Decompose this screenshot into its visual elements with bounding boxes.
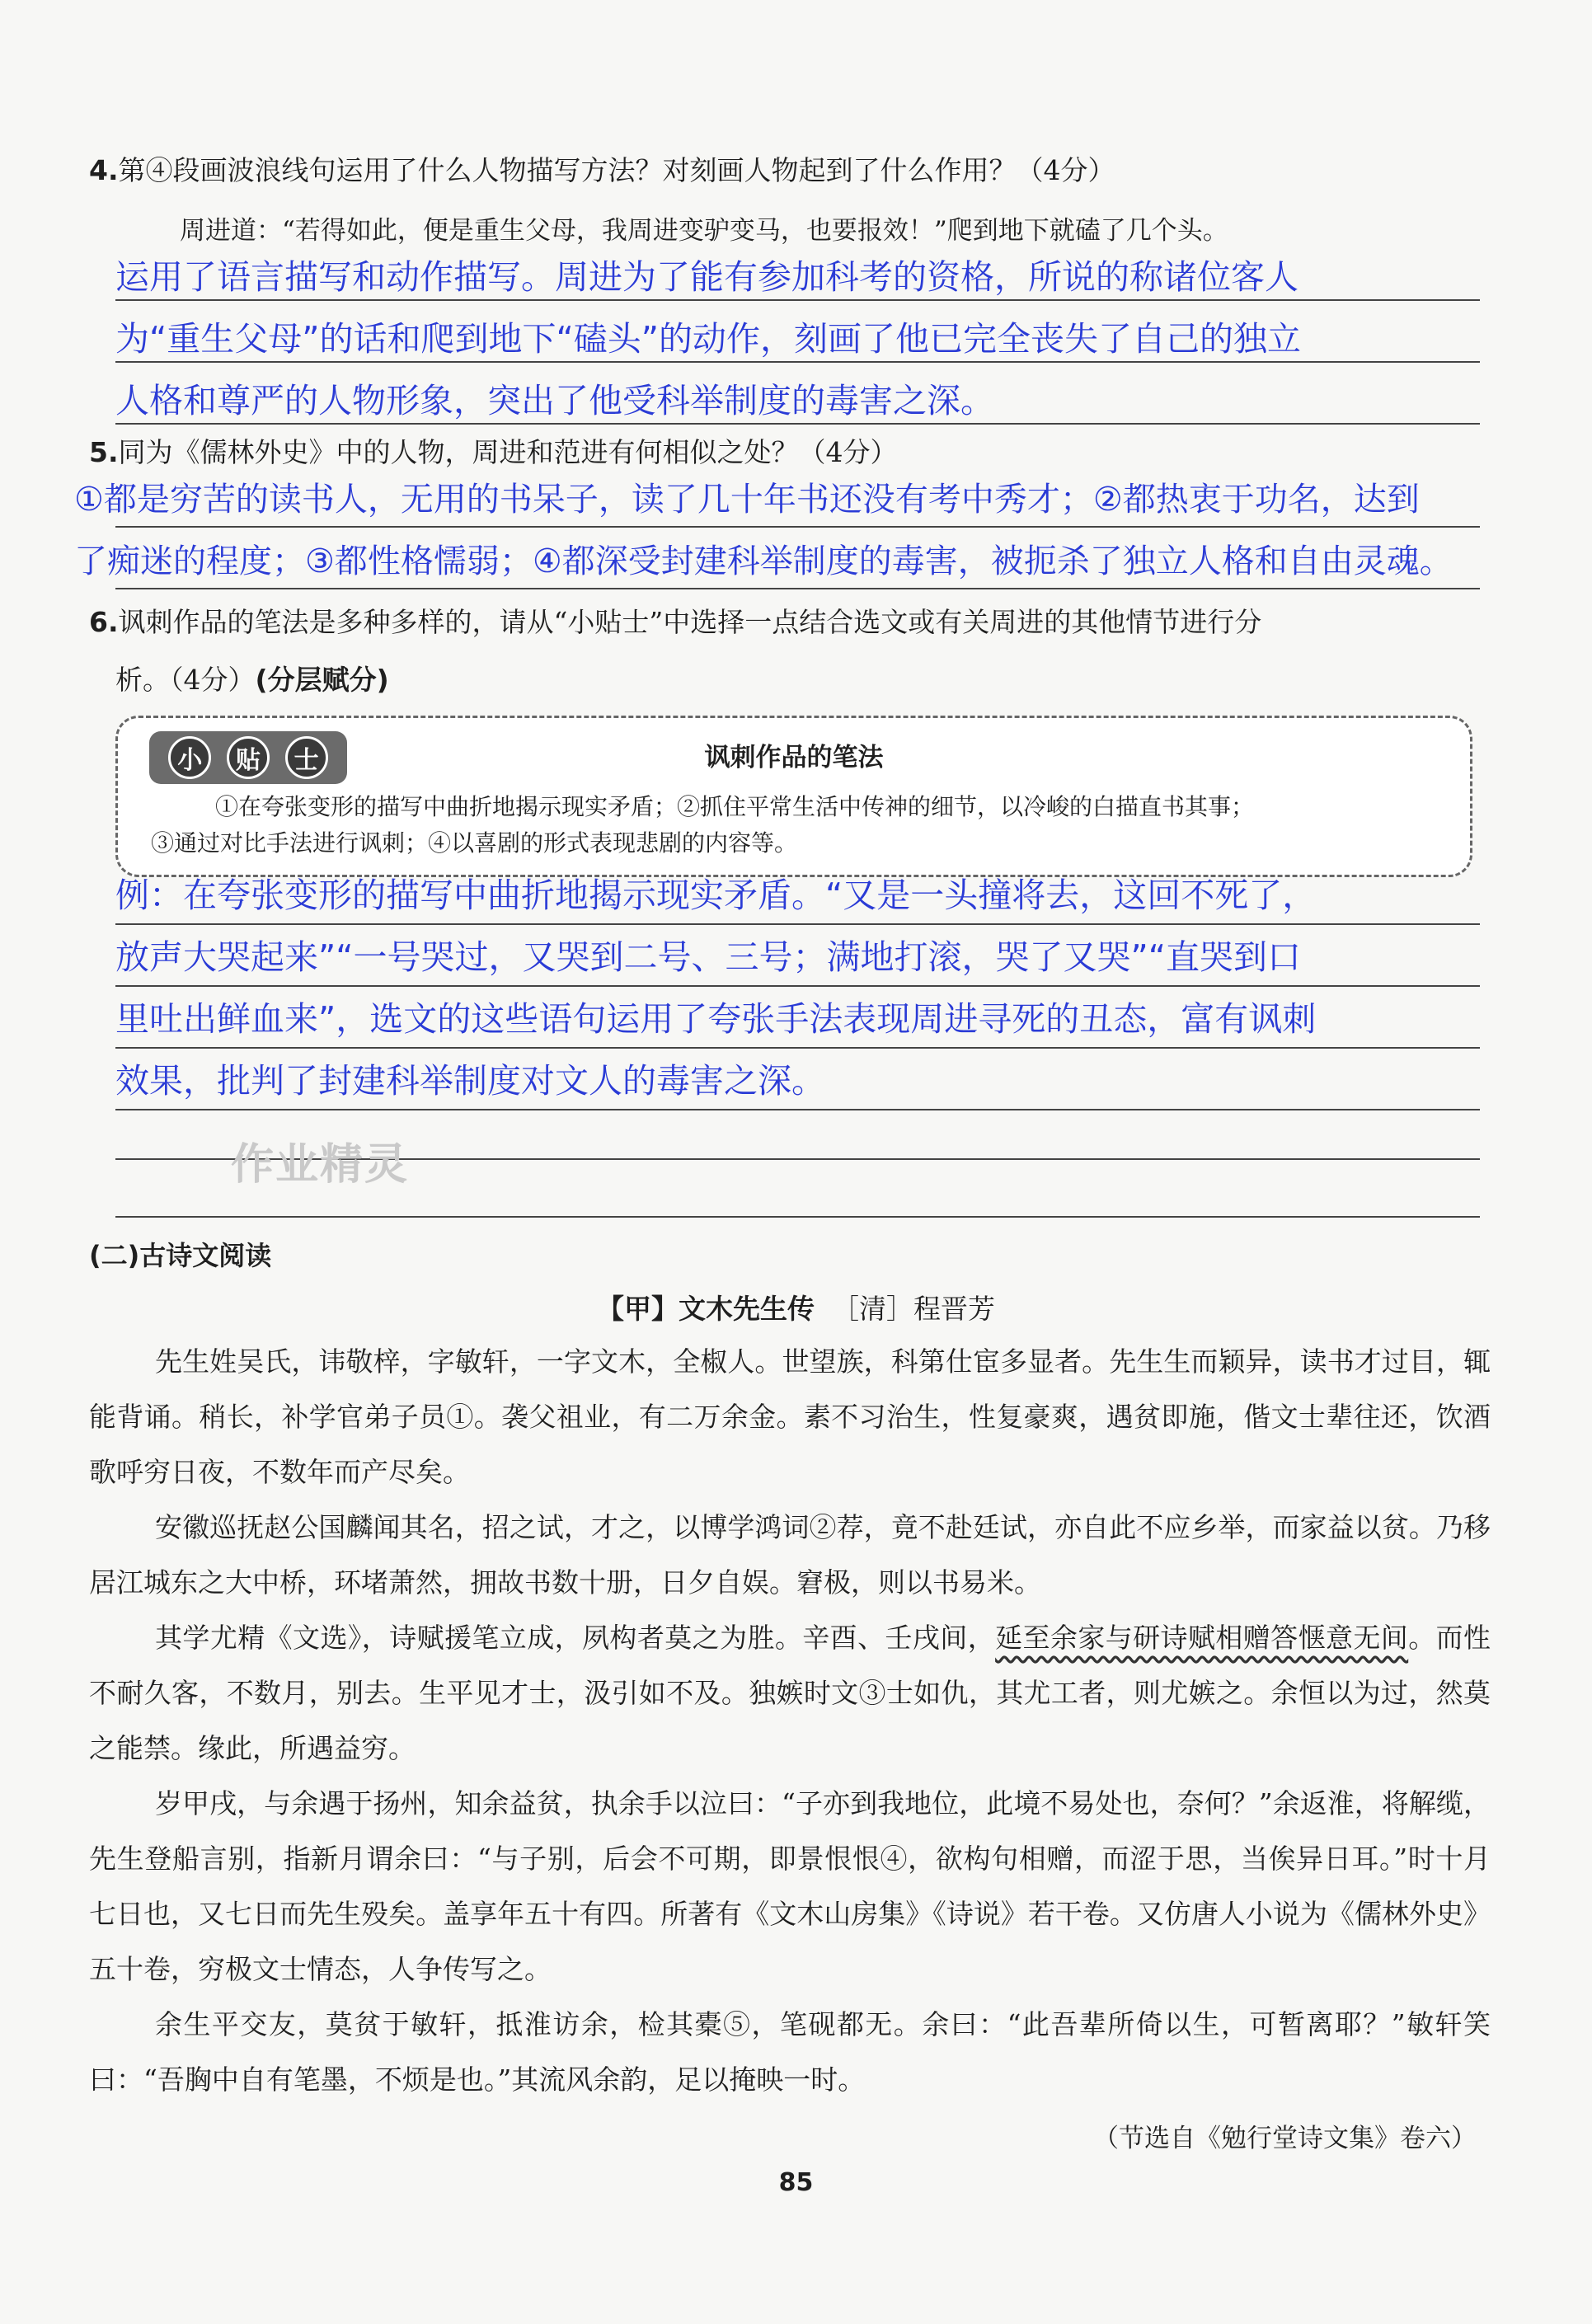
answer-rule <box>115 1047 1480 1049</box>
question-6-line2 <box>115 660 389 701</box>
wavy-underlined-sentence: 延至余家与研诗赋相赠答惬意无间 <box>995 1622 1409 1654</box>
answer-rule <box>115 985 1480 987</box>
answer-rule <box>115 1216 1480 1218</box>
answer-rule <box>115 299 1480 301</box>
article-paragraph: 先生姓吴氏，讳敬梓，字敏轩，一字文木，全椒人。世望族，科第仕宦多显者。先生生而颖异，读书才过目，辄能背诵。稍长，补学官弟子员①。袭父祖业，有二万余金。素不习治生，性复豪爽，遇贫即施，偕文士辈往还，饮酒歌呼穷日夜，不数年而产尽矣。 <box>89 1345 1491 1488</box>
question-6-text-line1: 讽刺作品的笔法是多种多样的，请从“小贴士”中选择一点结合选文或有关周进的其他情节进行分 <box>118 606 1262 638</box>
article-text: 其学尤精《文选》，诗赋援笔立成，夙构者莫之为胜。辛酉、壬戌间， <box>155 1622 996 1654</box>
answer-rule <box>115 1109 1480 1110</box>
question-5-answer <box>74 470 1575 594</box>
question-6-tag: (分层赋分) <box>255 664 389 696</box>
answer-rule <box>115 923 1480 925</box>
article-paragraph: 岁甲戌，与余遇于扬州，知余益贫，执余手以泣曰：“子亦到我地位，此境不易处也，奈何？”余返淮，将解缆，先生登船言别，指新月谓余曰：“与子别，后会不可期，即景恨恨④，欲构句相赠，而涩于思，当俟异日耳。”时十月七日也，又七日而先生殁矣。盖享年五十有四。所著有《文木山房集》《诗说》若干卷。又仿唐人小说为《儒林外史》五十卷，穷极文士情态，人争传写之。 <box>89 1787 1491 1985</box>
article-body <box>89 1334 1491 2107</box>
answer-line: ①都是穷苦的读书人，无用的书呆子，读了几十年书还没有考中秀才；②都热衷于功名，达到 <box>74 481 1420 519</box>
answer-line: 为“重生父母”的话和爬到地下“磕头”的动作，刻画了他已完全丧失了自己的独立 <box>115 319 1301 359</box>
article-author: ［清］程晋芳 <box>831 1293 995 1325</box>
tips-badge-char: 小 <box>168 736 211 779</box>
tips-line: ①在夸张变形的描写中曲折地揭示现实矛盾；②抓住平常生活中传神的细节，以冷峻的白描直书其事； <box>215 793 1255 820</box>
article-source: （节选自《勉行堂诗文集》卷六） <box>1093 2124 1477 2153</box>
tips-badge-char: 贴 <box>227 736 270 779</box>
question-5-number: 5. <box>89 436 119 468</box>
page-number: 85 <box>778 2168 814 2197</box>
answer-line: 例：在夸张变形的描写中曲折地揭示现实矛盾。“又是一头撞将去，这回不死了， <box>115 876 1317 915</box>
question-4-number: 4. <box>89 154 119 186</box>
answer-line: 运用了语言描写和动作描写。周进为了能有参加科考的资格，所说的称诸位客人 <box>115 257 1298 297</box>
article-label: 【甲】文木先生传 <box>597 1293 815 1325</box>
article-title <box>0 1288 1592 1326</box>
article-text: 。而性不耐久客，不数月，别去。生平见才士，汲引如不及。独嫉时文③士如仇，其尤工者，则尤嫉之。余恒以为过，然莫之能禁。缘此，所遇益穷。 <box>89 1622 1491 1764</box>
answer-line: 里吐出鲜血来”，选文的这些语句运用了夸张手法表现周进寻死的丑态，富有讽刺 <box>115 999 1317 1039</box>
question-4 <box>89 150 1115 191</box>
article-paragraph <box>89 1610 1491 1776</box>
question-4-text: 第④段画波浪线句运用了什么人物描写方法？对刻画人物起到了什么作用？（4分） <box>118 154 1115 186</box>
question-5 <box>89 432 898 473</box>
answer-line: 放声大哭起来”“一号哭过，又哭到二号、三号；满地打滚，哭了又哭”“直哭到口 <box>115 937 1301 977</box>
answer-rule <box>115 361 1480 363</box>
answer-line: 了痴迷的程度；③都性格懦弱；④都深受封建科举制度的毒害，被扼杀了独立人格和自由灵魂。 <box>74 542 1453 580</box>
article-paragraph: 安徽巡抚赵公国麟闻其名，招之试，才之，以博学鸿词②荐，竟不赴廷试，亦自此不应乡举，而家益以贫。乃移居江城东之大中桥，环堵萧然，拥故书数十册，日夕自娱。窘极，则以书易米。 <box>89 1511 1491 1599</box>
question-6-text-line2: 析。（4分） <box>115 664 256 696</box>
answer-rule <box>115 423 1480 425</box>
section-title: (二)古诗文阅读 <box>89 1240 272 1271</box>
article-paragraph: 余生平交友，莫贫于敏轩，抵淮访余，检其橐⑤，笔砚都无。余曰：“此吾辈所倚以生，可暂离耶？”敏轩笑曰：“吾胸中自有笔墨，不烦是也。”其流风余韵，足以掩映一时。 <box>89 2008 1491 2096</box>
answer-rule <box>115 526 1480 528</box>
tips-box <box>115 716 1472 877</box>
question-5-text: 同为《儒林外史》中的人物，周进和范进有何相似之处？（4分） <box>118 436 898 468</box>
question-4-answer <box>115 247 1492 433</box>
answer-line: 人格和尊严的人物形象，突出了他受科举制度的毒害之深。 <box>115 381 994 420</box>
tips-line: ③通过对比手法进行讽刺；④以喜剧的形式表现悲剧的内容等。 <box>151 829 798 857</box>
watermark: 作业精灵 <box>231 1140 410 1190</box>
question-6-answer <box>115 866 1492 1113</box>
tips-badge-char: 士 <box>285 736 328 779</box>
tips-title: 讽刺作品的笔法 <box>704 743 884 772</box>
answer-line: 效果，批判了封建科举制度对文人的毒害之深。 <box>115 1061 825 1101</box>
question-6 <box>89 602 1261 643</box>
question-6-number: 6. <box>89 606 119 638</box>
question-4-quote: 周进道：“若得如此，便是重生父母，我周进变驴变马，也要报效！”爬到地下就磕了几个头。 <box>180 216 1228 246</box>
answer-rule <box>115 588 1480 589</box>
